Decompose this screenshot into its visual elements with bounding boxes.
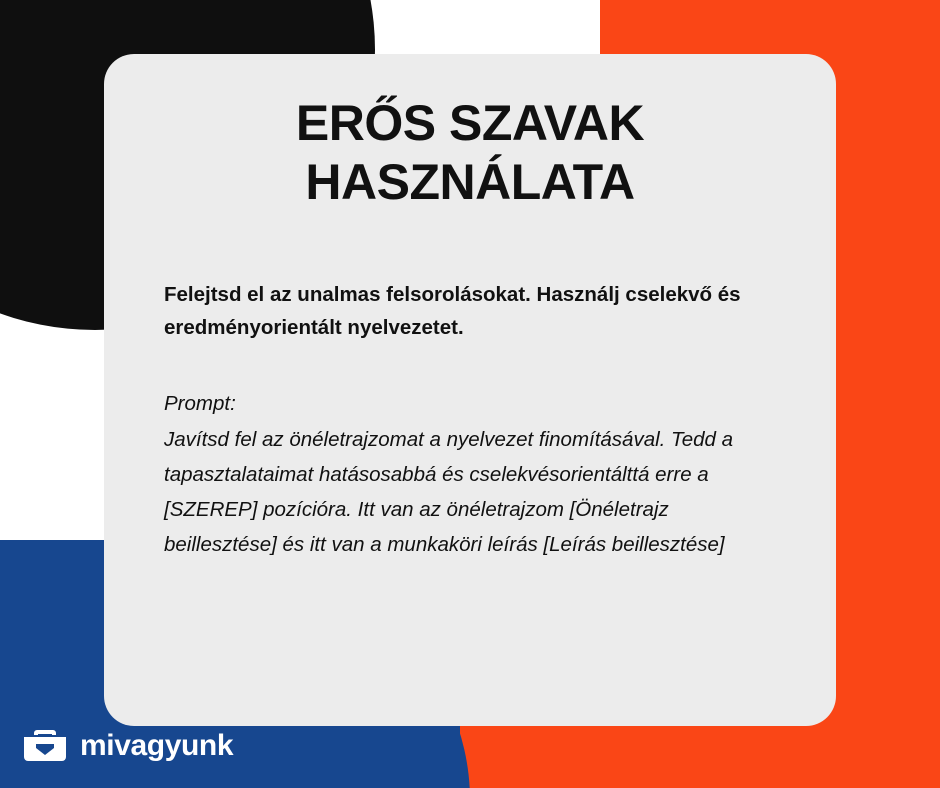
lead-paragraph: Felejtsd el az unalmas felsorolásokat. Használj cselekvő és eredményorientált nyelvezetet. [164, 283, 741, 340]
card-body [140, 278, 800, 563]
content-card [104, 54, 836, 726]
brand-name: mivagyunk [80, 729, 234, 762]
page-title: ERŐS SZAVAK HASZNÁLATA [295, 95, 645, 210]
prompt-label: Prompt: [164, 392, 236, 416]
prompt-block [164, 386, 776, 562]
prompt-text: Javítsd fel az önéletrajzomat a nyelvezet finomításával. Tedd a tapasztalataimat hatásosabbá és cselekvésorientálttá erre a [SZEREP] pozícióra. Itt van az önéletrajzom [Önéletrajz beillesztése] és itt van a munkaköri leírás [Leírás beillesztése] [164, 427, 733, 557]
briefcase-icon [22, 726, 68, 766]
footer-logo [22, 726, 233, 766]
